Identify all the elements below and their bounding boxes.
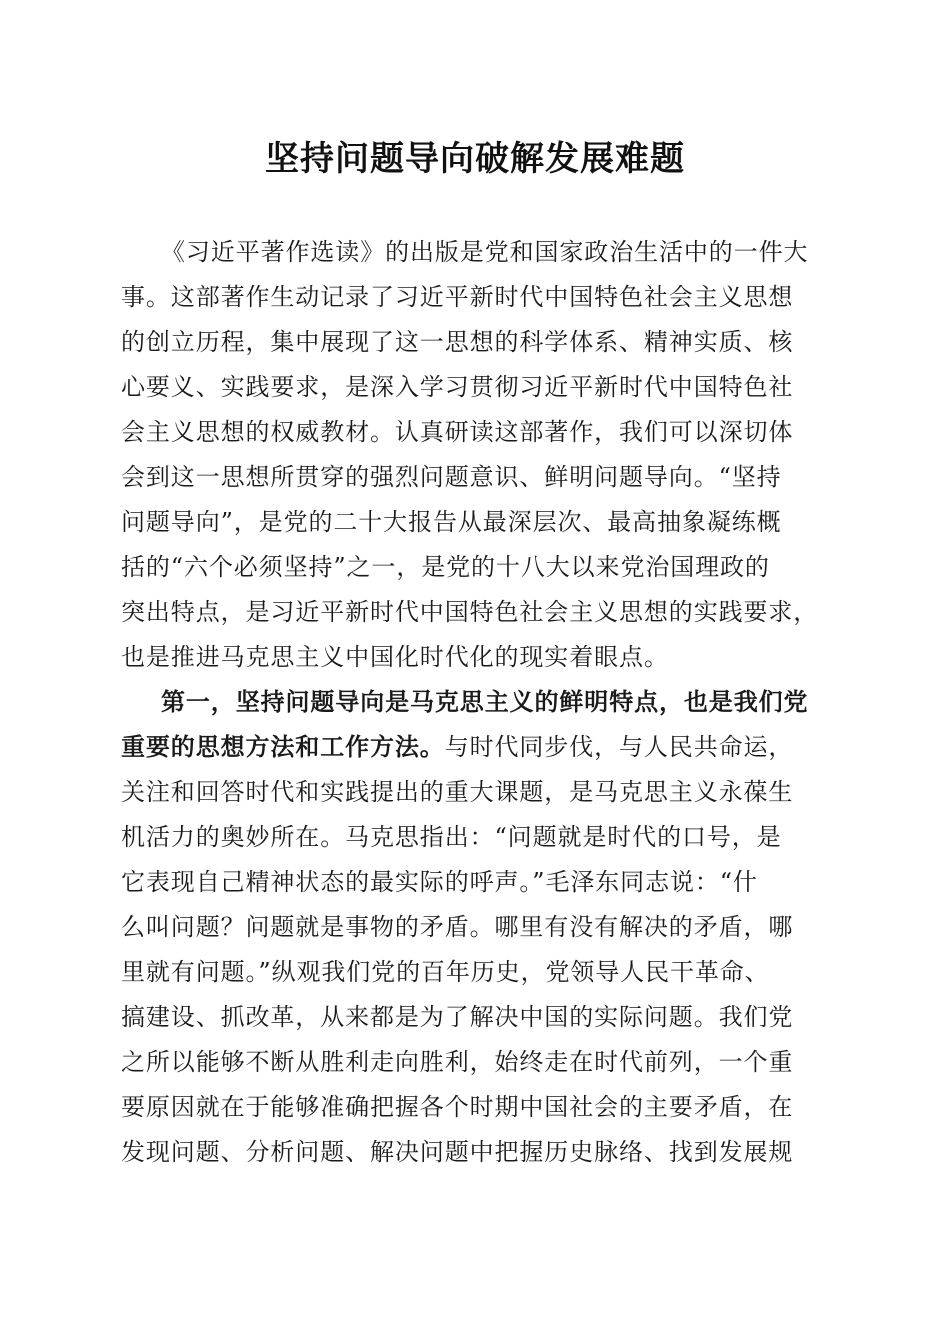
paragraph-2-heading-line-1: 第一，坚持问题导向是马克思主义的鲜明特点，也是我们党 [161, 687, 809, 716]
paragraph-1-line-9: 突出特点，是习近平新时代中国特色社会主义思想的实践要求， [121, 598, 819, 626]
paragraph-1-line-2: 事。这部著作生动记录了习近平新时代中国特色社会主义思想 [121, 283, 794, 311]
paragraph-2-line-4: 机活力的奥妙所在。马克思指出：“问题就是时代的口号，是 [121, 823, 782, 851]
paragraph-2-line-3: 关注和回答时代和实践提出的重大课题，是马克思主义永葆生 [121, 778, 794, 806]
paragraph-1-line-4: 心要义、实践要求，是深入学习贯彻习近平新时代中国特色社 [121, 373, 794, 401]
paragraph-2-line-9: 之所以能够不断从胜利走向胜利，始终走在时代前列，一个重 [121, 1048, 794, 1076]
paragraph-1-line-1: 《习近平著作选读》的出版是党和国家政治生活中的一件大 [161, 238, 809, 266]
paragraph-2-heading-end: 重要的思想方法和工作方法。 [121, 732, 445, 761]
paragraph-2-text-start: 与时代同步伐，与人民共命运， [444, 733, 794, 761]
paragraph-2-line-5: 它表现自己精神状态的最实际的呼声。”毛泽东同志说：“什 [121, 868, 758, 896]
paragraph-2-line-2 [121, 725, 793, 769]
paragraph-1-line-6: 会到这一思想所贯穿的强烈问题意识、鲜明问题导向。“坚持 [121, 463, 782, 491]
paragraph-1-line-7: 问题导向”，是党的二十大报告从最深层次、最高抽象凝练概 [121, 508, 782, 536]
paragraph-1-line-8: 括的“六个必须坚持”之一，是党的十八大以来党治国理政的 [121, 553, 770, 581]
paragraph-2-line-6: 么叫问题？问题就是事物的矛盾。哪里有没有解决的矛盾，哪 [121, 913, 794, 941]
paragraph-2-line-8: 搞建设、抓改革，从来都是为了解决中国的实际问题。我们党 [121, 1003, 794, 1031]
paragraph-1-line-3: 的创立历程，集中展现了这一思想的科学体系、精神实质、核 [121, 328, 794, 356]
paragraph-2-line-7: 里就有问题。”纵观我们党的百年历史，党领导人民干革命、 [121, 958, 770, 986]
paragraph-2-line-11: 发现问题、分析问题、解决问题中把握历史脉络、找到发展规 [121, 1138, 794, 1166]
paragraph-2-line-10: 要原因就在于能够准确把握各个时期中国社会的主要矛盾，在 [121, 1093, 794, 1121]
paragraph-1-line-5: 会主义思想的权威教材。认真研读这部著作，我们可以深切体 [121, 418, 794, 446]
paragraph-1-line-10: 也是推进马克思主义中国化时代化的现实着眼点。 [121, 643, 669, 671]
document-title: 坚持问题导向破解发展难题 [265, 139, 685, 179]
